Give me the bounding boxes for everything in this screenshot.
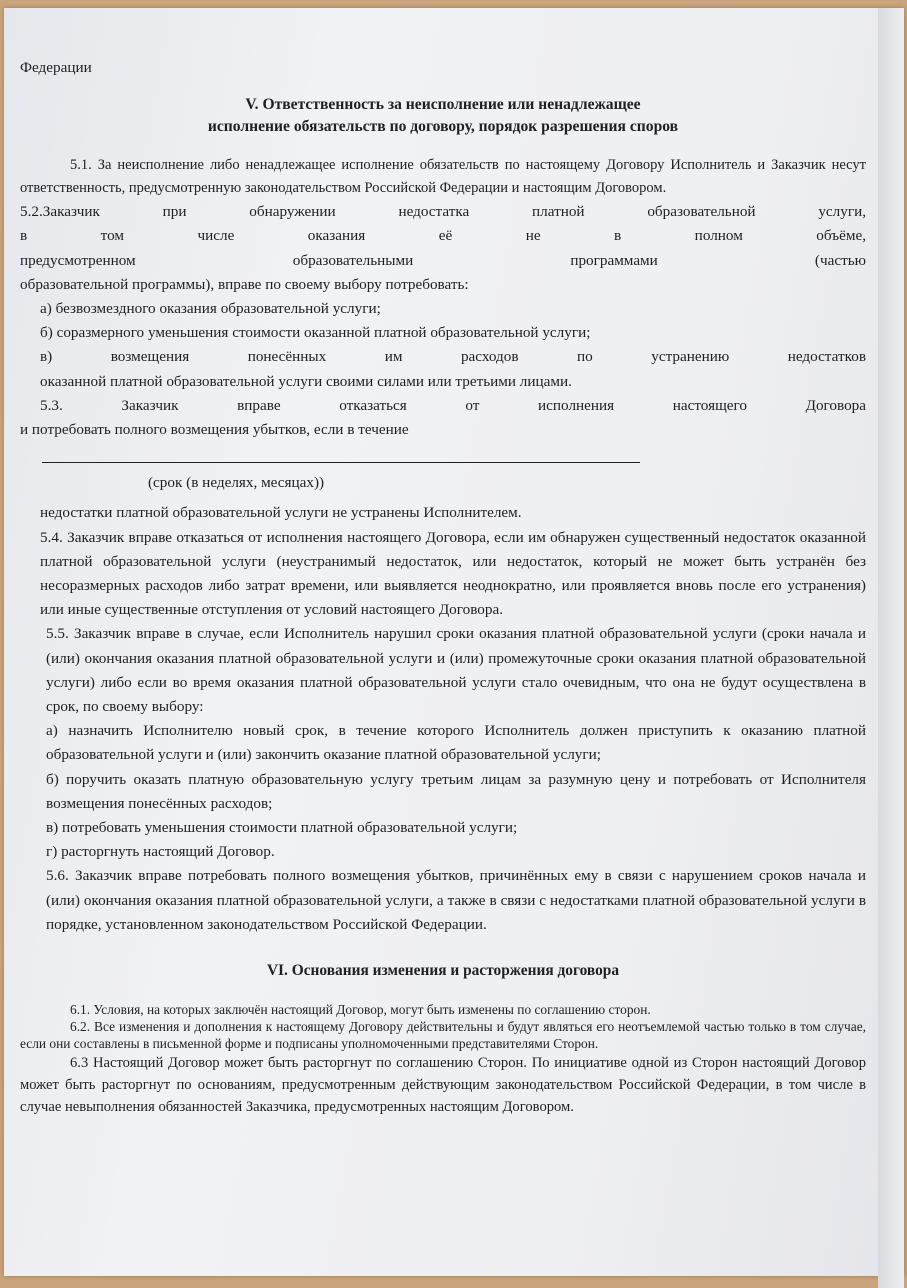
clause-6-1: 6.1. Условия, на которых заключён настоящий Договор, могут быть изменены по соглашению сторон. (70, 1002, 651, 1018)
clause-5-5-a: а) назначить Исполнителю новый срок, в течение которого Исполнитель должен приступить к оказанию платной образовательной услуги и (или) закончить оказание платной образовательной услуги; (46, 722, 866, 764)
clause-5-5-d: г) расторгнуть настоящий Договор. (46, 843, 275, 861)
clause-5-2-c-line-2: оказанной платной образовательной услуги своими силами или третьими лицами. (40, 372, 572, 390)
paper-edge (878, 8, 904, 1288)
clause-6-3: 6.3 Настоящий Договор может быть расторгнут по соглашению Сторон. По инициативе одной из Сторон настоящий Договор может быть расторгнут по основаниям, предусмотренным действующим законодательством Российской Федерации, в том числе в случае невыполнения обязанностей Заказчика, предусмотренных настоящим Договором. (20, 1055, 866, 1116)
clause-5-2-line-1: 5.2.Заказчик при обнаружении недостатка платной образовательной услуги, (20, 203, 866, 221)
clause-5-2-b: б) соразмерного уменьшения стоимости оказанной платной образовательной услуги; (40, 324, 591, 342)
clause-5-2-line-3: предусмотренном образовательными программами (частью (20, 251, 866, 269)
clause-5-2-line-2: в том числе оказания её не в полном объёме, (20, 227, 866, 245)
blank-term-line (42, 444, 640, 463)
section-6-body (20, 1001, 866, 1118)
clause-5-2-a: а) безвозмездного оказания образовательной услуги; (40, 300, 381, 318)
clause-5-2-line-4: образовательной программы), вправе по своему выбору потребовать: (20, 275, 469, 293)
section-6-title: VI. Основания изменения и расторжения договора (266, 962, 620, 980)
clause-5-5: 5.5. Заказчик вправе в случае, если Исполнитель нарушил сроки оказания платной образовательной услуги (сроки начала и (или) окончания оказания платной образовательной услуги и (или) промежуточные сроки оказания платной образовательной услуги) либо если во время оказания платной образовательной услуги стало очевидным, что она не будут осуществлена в срок, по своему выбору: (46, 625, 866, 716)
paper-sheet (4, 8, 904, 1276)
previous-page-word: Федерации (20, 59, 92, 76)
clause-5-5-c: в) потребовать уменьшения стоимости платной образовательной услуги; (46, 819, 518, 837)
clause-5-1: 5.1. За неисполнение либо ненадлежащее исполнение обязательств по настоящему Договору Исполнитель и Заказчик несут ответственность, предусмотренную законодательством Российской Федерации и настоящим Договором. (20, 157, 866, 197)
document-body (20, 56, 866, 1118)
clause-5-5-b: б) поручить оказать платную образовательную услугу третьим лицам за разумную цену и потребовать от Исполнителя возмещения понесённых расходов; (46, 770, 866, 812)
clause-5-4: 5.4. Заказчик вправе отказаться от исполнения настоящего Договора, если им обнаружен существенный недостаток оказанной платной образовательной услуги (неустранимый недостаток, или недостаток, который не может быть устранён без несоразмерных расходов либо затрат времени, или выявляется неоднократно, или проявляется вновь после его устранения) или иные существенные отступления от условий настоящего Договора. (40, 528, 866, 619)
clause-5-6: 5.6. Заказчик вправе потребовать полного возмещения убытков, причинённых ему в связи с нарушением сроков начала и (или) окончания оказания платной образовательной услуги, а также в связи с недостатками платной образовательной услуги в порядке, установленном законодательством Российской Федерации. (46, 867, 866, 933)
section-5-title: V. Ответственность за неисполнение или ненадлежащее исполнение обязательств по договору, порядок разрешения споров (207, 96, 679, 136)
clause-5-3-line-1: 5.3. Заказчик вправе отказаться от исполнения настоящего Договора (40, 396, 866, 414)
clause-6-2: 6.2. Все изменения и дополнения к настоящему Договору действительны и будут являться его неотъемлемой частью только в том случае, если они составлены в письменной форме и подписаны уполномоченными представителями Сторон. (20, 1019, 866, 1052)
clause-5-3-line-3: недостатки платной образовательной услуги не устранены Исполнителем. (40, 504, 522, 522)
clause-5-2-c-line-1: в) возмещения понесённых им расходов по устранению недостатков (40, 348, 866, 366)
term-caption: (срок (в неделях, месяцах)) (148, 474, 325, 492)
clause-5-3-line-2: и потребовать полного возмещения убытков, если в течение (20, 421, 409, 439)
